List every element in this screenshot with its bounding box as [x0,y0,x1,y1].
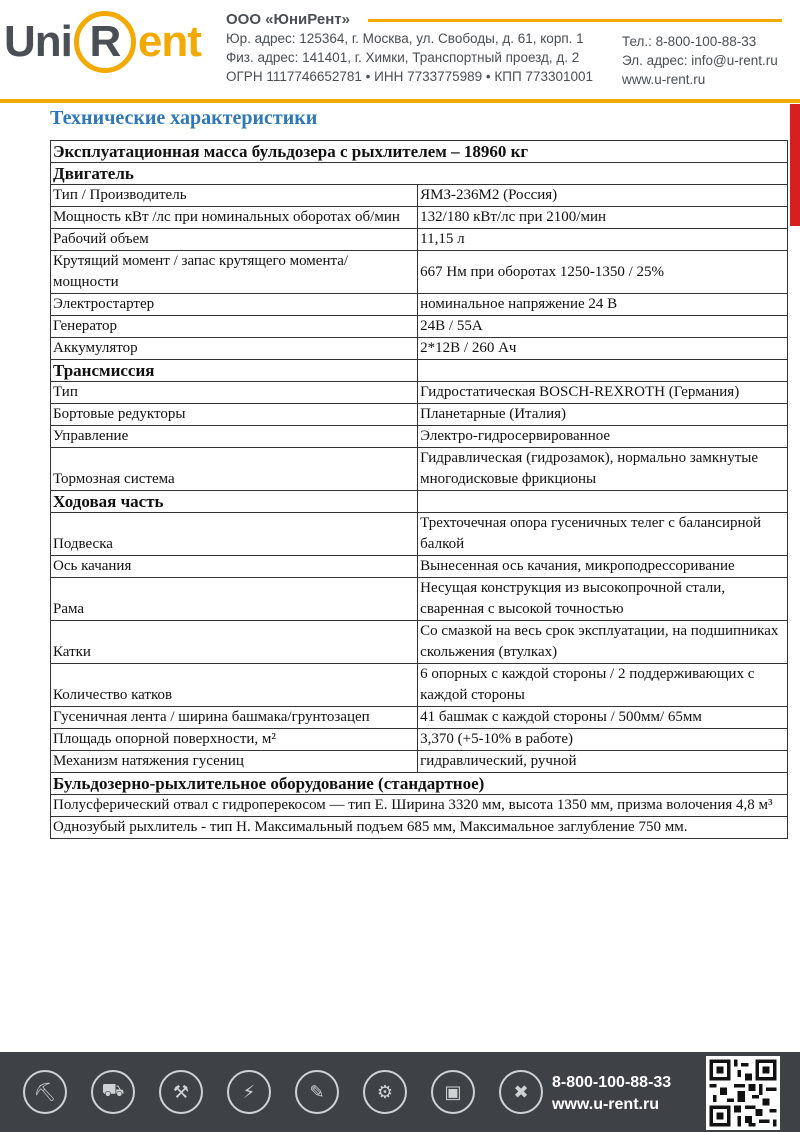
footer-contacts [552,1072,671,1116]
table-row [51,578,788,621]
spec-label: Количество катков [51,664,418,707]
table-row [51,751,788,773]
spec-label: Мощность кВт /лс при номинальных оборотах об/мин [51,207,418,229]
table-row [51,448,788,491]
spec-value: 41 башмак с каждой стороны / 500мм/ 65мм [418,707,788,729]
registration-numbers: ОГРН 1117746652781 • ИНН 7733775989 • КПП 773301001 [226,69,593,84]
table-row [51,382,788,404]
spec-value: 132/180 кВт/лс при 2100/мин [418,207,788,229]
section-header-equipment [51,773,788,795]
table-row [51,338,788,360]
spec-value: Вынесенная ось качания, микроподрессоривание [418,556,788,578]
spec-label: Подвеска [51,513,418,556]
legal-address: Юр. адрес: 125364, г. Москва, ул. Свободы, д. 61, корп. 1 [226,31,584,46]
spec-label: Рабочий объем [51,229,418,251]
section-header-engine [51,163,788,185]
table-row [51,404,788,426]
spec-label: Тормозная система [51,448,418,491]
header-website: www.u-rent.ru [622,72,706,87]
spec-value: 2*12В / 260 Ач [418,338,788,360]
table-row [51,729,788,751]
table-row [51,207,788,229]
table-row [51,556,788,578]
spec-label: Крутящий момент / запас крутящего момента/ мощности [51,251,418,294]
mass-cell: Эксплуатационная масса бульдозера с рыхлителем – 18960 кг [51,141,788,163]
spec-value: ЯМЗ-236М2 (Россия) [418,185,788,207]
table-row [51,185,788,207]
spec-value: 11,15 л [418,229,788,251]
empty-cell [418,491,788,513]
header-email: Эл. адрес: info@u-rent.ru [622,53,778,68]
empty-cell [418,360,788,382]
section-title: Бульдозерно-рыхлительное оборудование (стандартное) [51,773,788,795]
letterhead [0,0,800,104]
table-row [51,251,788,294]
spec-label: Гусеничная лента / ширина башмака/грунтозацеп [51,707,418,729]
ripper-description: Однозубый рыхлитель - тип Н. Максимальный подъем 685 мм, Максимальное заглубление 750 мм. [51,817,788,839]
spec-label: Управление [51,426,418,448]
header-divider [0,99,800,103]
side-accent-stripe [790,104,800,226]
spec-label: Бортовые редукторы [51,404,418,426]
header-phone: Тел.: 8-800-100-88-33 [622,34,757,49]
section-title: Трансмиссия [51,360,418,382]
spec-value: Со смазкой на весь срок эксплуатации, на подшипниках скольжения (втулках) [418,621,788,664]
spec-table [50,140,788,839]
table-row [51,664,788,707]
spec-value: 6 опорных с каждой стороны / 2 поддерживающих с каждой стороны [418,664,788,707]
table-row [51,316,788,338]
tools-icon: ✖ [494,1069,548,1115]
actual-address: Физ. адрес: 141401, г. Химки, Транспортный проезд, д. 2 [226,50,580,65]
spec-label: Тип / Производитель [51,185,418,207]
spec-label: Ось качания [51,556,418,578]
spec-value: Гидростатическая BOSCH-REXROTH (Германия) [418,382,788,404]
company-name: ООО «ЮниРент» [226,11,350,28]
spec-value: 667 Нм при оборотах 1250-1350 / 25% [418,251,788,294]
unirent-logo: Uni R ent [4,12,201,72]
spec-label: Аккумулятор [51,338,418,360]
table-row [51,513,788,556]
case-icon: ▣ [426,1069,480,1115]
table-row [51,817,788,839]
footer-bar [0,1052,800,1132]
qr-code [706,1056,780,1130]
truck-icon: ⛟ [86,1069,140,1115]
service-icons [18,1069,548,1115]
header-accent-line [368,19,782,22]
contact-details [622,32,778,89]
gear-icon: ⚙ [358,1069,412,1115]
table-row [51,229,788,251]
section-header-transmission [51,360,788,382]
spec-value: Электро-гидросервированное [418,426,788,448]
footer-phone: 8-800-100-88-33 [552,1074,672,1091]
spec-value: номинальное напряжение 24 В [418,294,788,316]
spec-value: 24В / 55А [418,316,788,338]
forklift-icon: ⚒ [154,1069,208,1115]
table-row [51,707,788,729]
spec-value: гидравлический, ручной [418,751,788,773]
spec-label: Генератор [51,316,418,338]
spec-label: Механизм натяжения гусениц [51,751,418,773]
section-title: Двигатель [51,163,788,185]
table-row [51,795,788,817]
spec-value: Трехточечная опора гусеничных телег с балансирной балкой [418,513,788,556]
section-title: Ходовая часть [51,491,418,513]
page-title: Технические характеристики [50,107,318,129]
spec-value: Несущая конструкция из высокопрочной стали, сваренная с высокой точностью [418,578,788,621]
blade-description: Полусферический отвал с гидроперекосом — тип Е. Ширина 3320 мм, высота 1350 мм, призма волочения 4,8 м³ [51,795,788,817]
spec-value: 3,370 (+5-10% в работе) [418,729,788,751]
table-row [51,426,788,448]
spec-label: Катки [51,621,418,664]
mass-row [51,141,788,163]
spec-value: Планетарные (Италия) [418,404,788,426]
spec-value: Гидравлическая (гидрозамок), нормально замкнутые многодисковые фрикционы [418,448,788,491]
table-row [51,294,788,316]
spec-label: Тип [51,382,418,404]
footer-website: www.u-rent.ru [552,1096,659,1113]
excavator-icon: ⛏ [18,1069,72,1115]
spec-label: Электростартер [51,294,418,316]
spec-label: Площадь опорной поверхности, м² [51,729,418,751]
section-header-undercarriage [51,491,788,513]
spec-label: Рама [51,578,418,621]
generator-icon: ⚡ [222,1069,276,1115]
drill-icon: ✎ [290,1069,344,1115]
table-row [51,621,788,664]
